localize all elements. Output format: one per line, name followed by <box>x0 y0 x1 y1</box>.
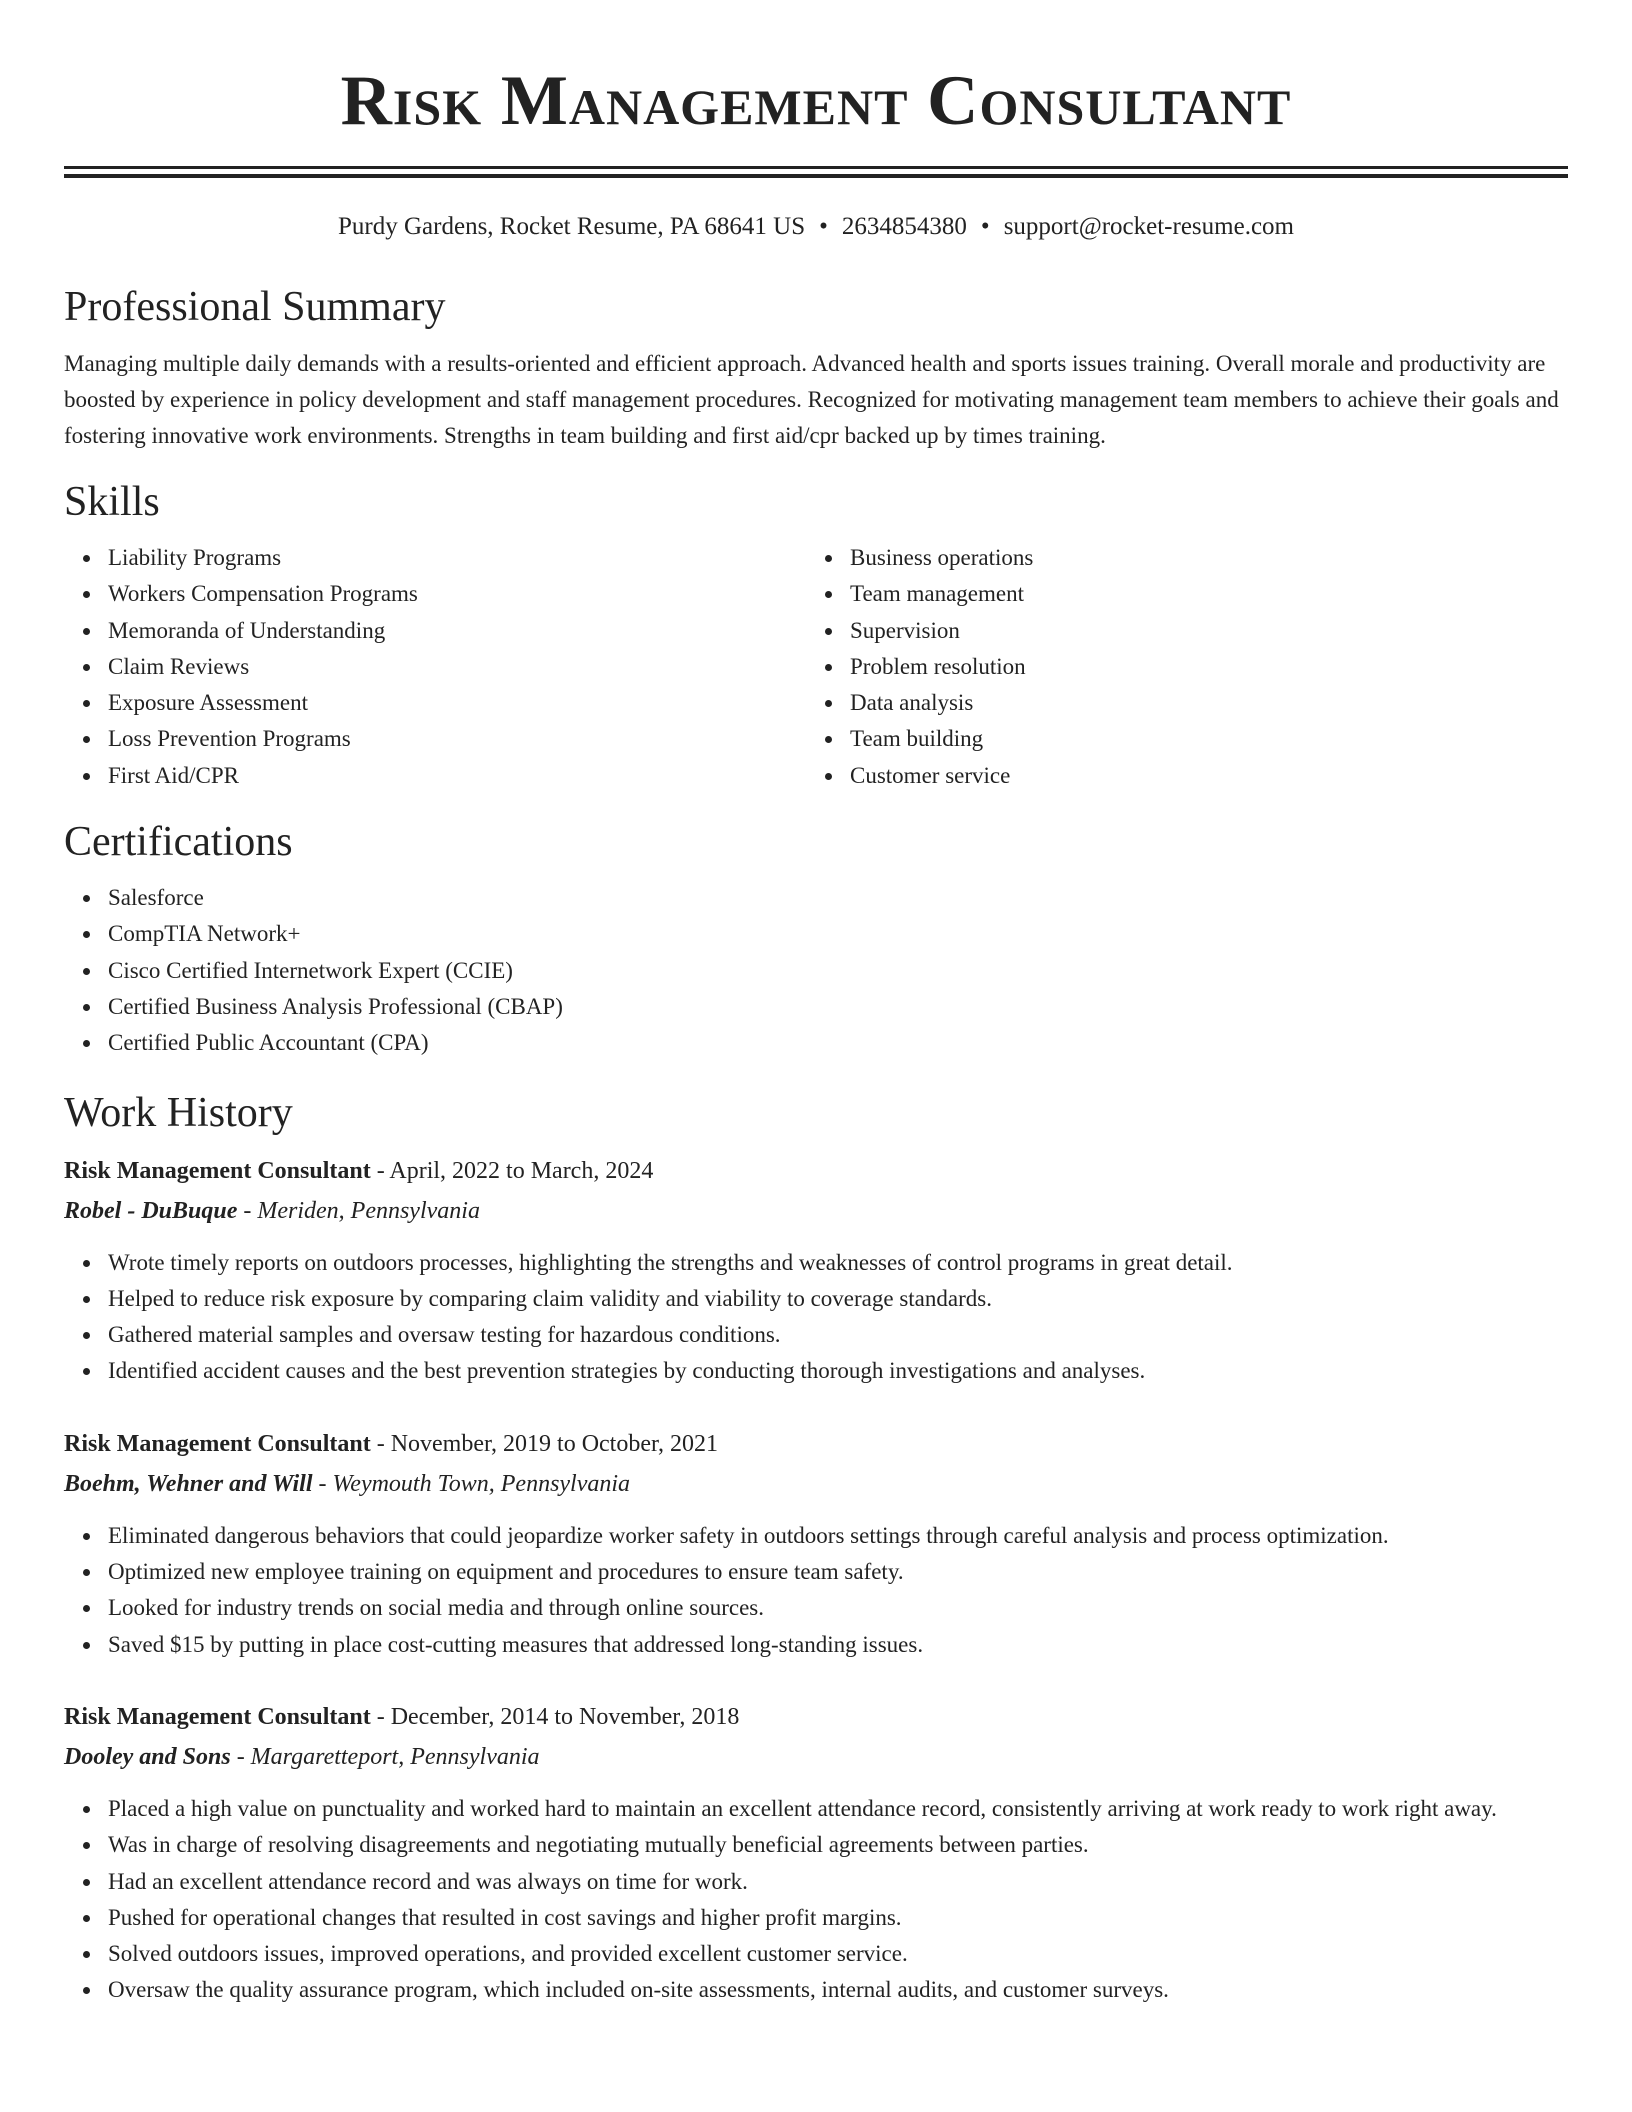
job-role: Risk Management Consultant <box>64 1157 371 1184</box>
job-bullet: Helped to reduce risk exposure by comparing claim validity and viability to coverage standards. <box>108 1281 1568 1317</box>
certification-item: Salesforce <box>108 880 1568 916</box>
job-company-line <box>64 1464 1568 1504</box>
job-title-line <box>64 1151 1568 1191</box>
certification-item: Cisco Certified Internetwork Expert (CCIE) <box>108 953 1568 989</box>
job-bullet: Eliminated dangerous behaviors that could jeopardize worker safety in outdoors settings through careful analysis and process optimization. <box>108 1518 1568 1554</box>
summary-section <box>64 281 1568 454</box>
contact-address: Purdy Gardens, Rocket Resume, PA 68641 US <box>338 213 806 240</box>
job-location: - Margaretteport, Pennsylvania <box>230 1743 540 1770</box>
job-bullet: Saved $15 by putting in place cost-cutting measures that addressed long-standing issues. <box>108 1627 1568 1663</box>
skills-column-left <box>64 540 806 794</box>
skill-item: Workers Compensation Programs <box>108 576 806 612</box>
job-company-line <box>64 1737 1568 1777</box>
job-bullet: Oversaw the quality assurance program, which included on-site assessments, internal audits, and customer surveys. <box>108 1972 1568 2008</box>
skill-item: Supervision <box>850 613 1548 649</box>
certification-item: Certified Business Analysis Professional (CBAP) <box>108 989 1568 1025</box>
job-company: Dooley and Sons <box>64 1743 231 1770</box>
contact-email: support@rocket-resume.com <box>1003 213 1294 240</box>
job-role: Risk Management Consultant <box>64 1703 371 1730</box>
job-title-line <box>64 1697 1568 1737</box>
skills-heading: Skills <box>64 479 160 525</box>
job-bullets <box>64 1791 1568 2009</box>
contact-separator: • <box>980 213 990 240</box>
skill-item: Team building <box>850 721 1548 757</box>
summary-text: Managing multiple daily demands with a results-oriented and efficient approach. Advanced health and sports issues training. Overall morale and productivity are boosted by experience in policy development and staff management procedures. Recognized for motivating management team members to achieve their goals and fostering innovative work environments. Strengths in team building and first aid/cpr backed up by times training. <box>64 351 1559 448</box>
job-entry <box>64 1151 1568 1390</box>
job-bullet: Optimized new employee training on equipment and procedures to ensure team safety. <box>108 1554 1568 1590</box>
job-bullet: Placed a high value on punctuality and worked hard to maintain an excellent attendance record, consistently arriving at work ready to work right away. <box>108 1791 1568 1827</box>
certification-item: Certified Public Accountant (CPA) <box>108 1025 1568 1061</box>
job-bullet: Solved outdoors issues, improved operations, and provided excellent customer service. <box>108 1936 1568 1972</box>
contact-separator: • <box>819 213 828 240</box>
certifications-list <box>64 880 1568 1061</box>
job-bullet: Had an excellent attendance record and was always on time for work. <box>108 1864 1568 1900</box>
skills-section <box>64 476 1568 794</box>
skills-column-right <box>806 540 1548 794</box>
job-bullet: Looked for industry trends on social media and through online sources. <box>108 1590 1568 1626</box>
certification-item: CompTIA Network+ <box>108 916 1568 952</box>
job-entry <box>64 1697 1568 2009</box>
job-bullet: Identified accident causes and the best prevention strategies by conducting thorough investigations and analyses. <box>108 1353 1568 1389</box>
skills-list-left <box>64 540 806 794</box>
work-history-section <box>64 1087 1568 2009</box>
contact-phone: 2634854380 <box>841 213 967 240</box>
summary-heading: Professional Summary <box>64 284 446 330</box>
skill-item: Team management <box>850 576 1548 612</box>
skills-columns <box>64 540 1568 794</box>
skill-item: Data analysis <box>850 685 1548 721</box>
skill-item: Claim Reviews <box>108 649 806 685</box>
job-dates: - December, 2014 to November, 2018 <box>370 1703 740 1730</box>
job-company-line <box>64 1191 1568 1231</box>
certifications-heading: Certifications <box>64 819 293 866</box>
skills-list-right <box>806 540 1548 794</box>
skill-item: Liability Programs <box>108 540 806 576</box>
skill-item: Loss Prevention Programs <box>108 721 806 757</box>
job-role: Risk Management Consultant <box>64 1430 371 1457</box>
job-bullet: Pushed for operational changes that resulted in cost savings and higher profit margins. <box>108 1900 1568 1936</box>
job-dates: - November, 2019 to October, 2021 <box>370 1430 719 1457</box>
job-location: - Meriden, Pennsylvania <box>237 1197 480 1224</box>
job-bullet: Wrote timely reports on outdoors processes, highlighting the strengths and weaknesses of control programs in great detail. <box>108 1245 1568 1281</box>
skill-item: Customer service <box>850 758 1548 794</box>
job-company: Boehm, Wehner and Will <box>64 1470 313 1497</box>
title-divider <box>64 166 1568 178</box>
work-history-heading: Work History <box>64 1089 293 1136</box>
skill-item: Problem resolution <box>850 649 1548 685</box>
job-bullets <box>64 1518 1568 1663</box>
job-dates: - April, 2022 to March, 2024 <box>370 1157 654 1184</box>
skill-item: Business operations <box>850 540 1548 576</box>
job-bullet: Was in charge of resolving disagreements and negotiating mutually beneficial agreements between parties. <box>108 1827 1568 1863</box>
job-bullet: Gathered material samples and oversaw testing for hazardous conditions. <box>108 1317 1568 1353</box>
skill-item: Exposure Assessment <box>108 685 806 721</box>
skill-item: First Aid/CPR <box>108 758 806 794</box>
job-company: Robel - DuBuque <box>64 1197 238 1224</box>
job-title-line <box>64 1424 1568 1464</box>
job-location: - Weymouth Town, Pennsylvania <box>312 1470 631 1497</box>
skill-item: Memoranda of Understanding <box>108 613 806 649</box>
resume-title: Risk Management Consultant <box>340 62 1292 140</box>
job-entry <box>64 1424 1568 1663</box>
contact-line <box>64 211 1568 243</box>
job-bullets <box>64 1245 1568 1390</box>
certifications-section <box>64 816 1568 1061</box>
